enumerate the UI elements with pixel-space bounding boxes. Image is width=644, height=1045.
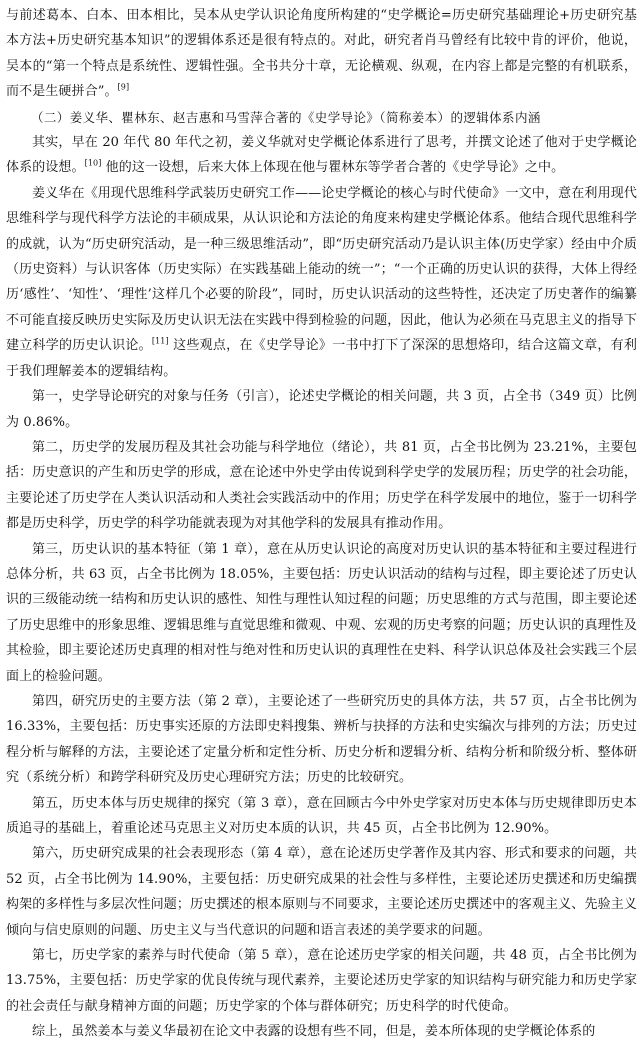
section-heading: （二）姜义华、瞿林东、赵吉惠和马雪萍合著的《史学导论》（简称姜本）的逻辑体系内涵	[31, 109, 541, 125]
paragraph-jiang-article: 姜义华在《用现代思维科学武装历史研究工作——论史学概论的核心与时代使命》一文中，意在利用现代思维科学与现代科学方法论的丰硕成果，从认识论和方法论的角度来构建史学概论体系。他结合现代思维科学的成就，认为“历史研究活动，是一种三级思维活动”，即“历史研究活动乃是认识主体(历史学家）经由中介质（历史资料）与认识客体（历史实际）在实践基础上能动的统一”；“一个正确的历史认识的获得，大体上得经历‘感性’、‘知性’、‘理性’这样几个必要的阶段”，同时，历史认识活动的这些特性，还决定了历史著作的编纂不可能直接反映历史实际及历史认识无法在实践中得到检验的问题，因此，他认为必须在马克思主义的指导下建立科学的历史认识论。[11] 这些观点，在《史学导论》一书中打下了深深的思想烙印，结合这篇文章，有利于我们理解姜本的逻辑结构。	[6, 185, 637, 379]
paragraph-item-5: 第五，历史本体与历史规律的探究（第 3 章），意在回顾古今中外史学家对历史本体与历史规律即历史本质追寻的基础上，着重论述马克思主义对历史本质的认识，共 45 页，占全书比例为 12.90%。	[6, 795, 637, 836]
paragraph-intro: 与前述葛本、白本、田本相比，吴本从史学认识论角度所构建的“史学概论=历史研究基础理论+历史研究基本方法+历史研究基本知识”的逻辑体系还是很有特点的。对此，研究者肖马曾经有比较中肯的评价，他说，吴本的“第一个特点是系统性、逻辑性强。全书共分十章，无论横观、纵观，在内容上都是完整的有机联系，而不是生硬拼合”。[9]	[6, 8, 637, 100]
paragraph-item-2: 第二，历史学的发展历程及其社会功能与科学地位（绪论），共 81 页，占全书比例为 23.21%，主要包括：历史意识的产生和历史学的形成，意在论述中外史学由传说到科学史学的发展历程；历史学的社会功能，主要论述了历史学在人类认识活动和人类社会实践活动中的作用；历史学在科学发展中的地位，鉴于一切科学都是历史科学，历史学的科学功能就表现为对其他学科的发展具有推动作用。	[6, 439, 637, 532]
paragraph-item-3: 第三，历史认识的基本特征（第 1 章），意在从历史认识论的高度对历史认识的基本特征和主要过程进行总体分析，共 63 页，占全书比例为 18.05%，主要包括：历史认识活动的结构与过程，即主要论述了历史认识的三级能动统一结构和历史认识的感性、知性与理性认知过程的问题；历史思维的方式与范围，即主要论述了历史思维中的形象思维、逻辑思维与直觉思维和微观、中观、宏观的历史考察的问题；历史认识的真理性及其检验，即主要论述历史真理的相对性与绝对性和历史认识的真理性在史料、科学认识总体及社会实践三个层面上的检验问题。	[6, 541, 637, 684]
footnote-ref-11[interactable]: [11]	[151, 336, 169, 346]
paragraph-item-6: 第六，历史研究成果的社会表现形态（第 4 章），意在论述历史学著作及其内容、形式和要求的问题，共 52 页，占全书比例为 14.90%，主要包括：历史研究成果的社会性与多样性，主要论述历史撰述和历史编撰构架的多样性与多层次性问题；历史撰述的根本原则与不同要求，主要论述历史撰述中的客观主义、先验主义倾向与信史原则的问题、历史主义与当代意识的问题和语言表述的美学要求的问题。	[6, 846, 637, 938]
paragraph-item-7: 第七，历史学家的素养与时代使命（第 5 章），意在论述历史学家的相关问题，共 48 页，占全书比例为 13.75%，主要包括：历史学家的优良传统与现代素养，主要论述历史学家的知识结构与研究能力和历史学家的社会责任与献身精神方面的问题；历史学家的个体与群体研究；历史科学的时代使命。	[6, 948, 637, 1014]
paragraph-item-4: 第四，研究历史的主要方法（第 2 章），主要论述了一些研究历史的具体方法，共 57 页，占全书比例为 16.33%，主要包括：历史事实还原的方法即史料搜集、辨析与抉择的方法和史实编次与排列的方法；历史过程分析与解释的方法，主要论述了定量分析和定性分析、历史分析和逻辑分析、结构分析和阶级分析、整体研究（系统分析）和跨学科研究及历史心理研究方法；历史的比较研究。	[6, 693, 637, 786]
footnote-ref-9[interactable]: [9]	[117, 82, 130, 92]
paragraph-item-1: 第一，史学导论研究的对象与任务（引言），论述史学概论的相关问题，共 3 页，占全书（349 页）比例为 0.86%。	[6, 389, 637, 430]
paragraph-background: 其实，早在 20 年代 80 年代之初，姜义华就对史学概论体系进行了思考，并撰文论述了他对于史学概论体系的设想。[10] 他的这一设想，后来大体上体现在他与瞿林东等学者合著的《史学导论》之中。	[6, 135, 637, 176]
footnote-ref-10[interactable]: [10]	[84, 159, 102, 169]
paragraph-summary: 综上，虽然姜本与姜义华最初在论文中表露的设想有些不同，但是，姜本所体现的史学概论体系的	[32, 1024, 596, 1040]
